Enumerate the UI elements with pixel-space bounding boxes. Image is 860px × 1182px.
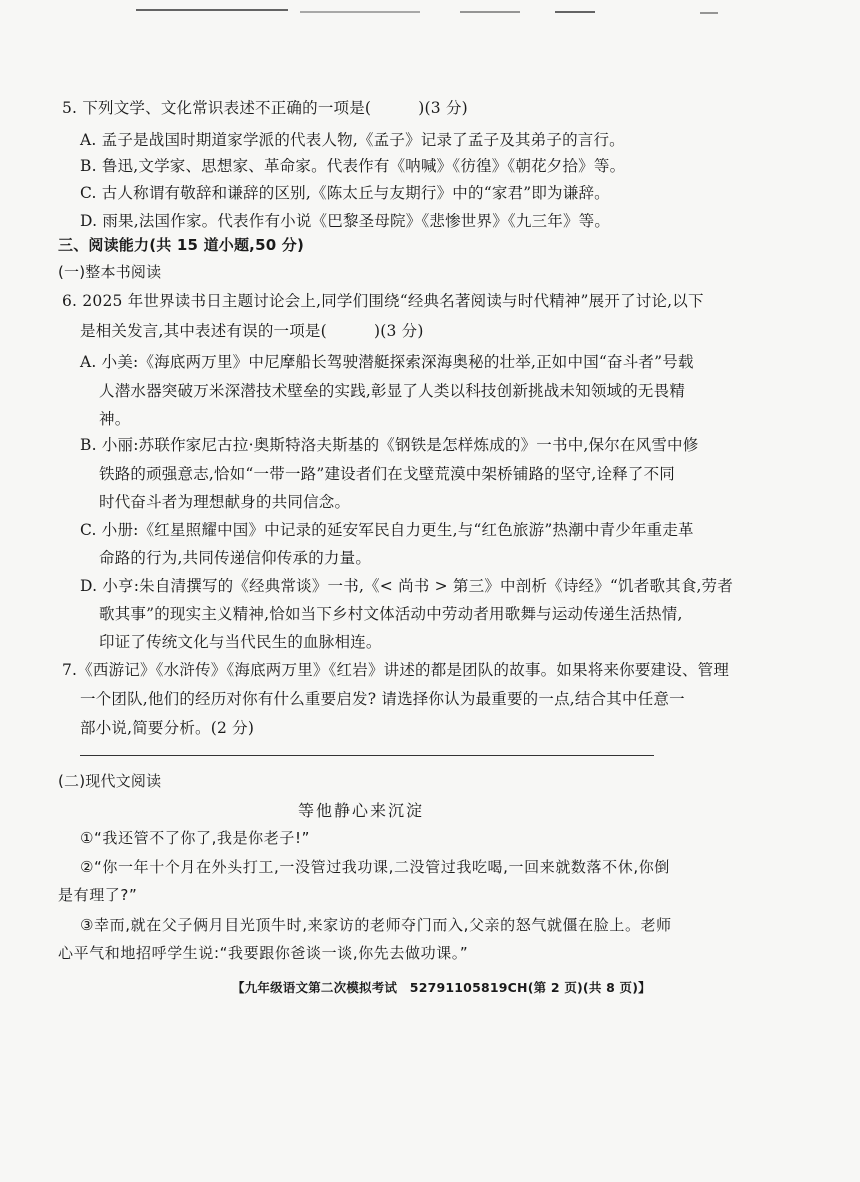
q6-option-c-line: 命路的行为,共同传递信仰传承的力量。 (99, 549, 372, 567)
q6-option-b-line: 时代奋斗者为理想献身的共同信念。 (99, 493, 351, 511)
q5-option-c: C. 古人称谓有敬辞和谦辞的区别,《陈太丘与友期行》中的“家君”即为谦辞。 (80, 184, 610, 202)
article-title: 等他静心来沉淀 (298, 801, 425, 820)
article-paragraph: 是有理了?” (58, 886, 138, 904)
q6-option-d-line: 歌其事”的现实主义精神,恰如当下乡村文体活动中劳动者用歌舞与运动传递生活热情, (99, 605, 683, 623)
q6-stem-line: 是相关发言,其中表述有误的一项是( )(3 分) (80, 322, 424, 340)
scan-top-line (300, 11, 420, 13)
answer-line[interactable] (80, 755, 654, 756)
q6-option-a-line: 人潜水器突破万米深潜技术壁垒的实践,彰显了人类以科技创新挑战未知领域的无畏精 (99, 382, 686, 400)
q6-option-b-line: B. 小丽:苏联作家尼古拉·奥斯特洛夫斯基的《钢铁是怎样炼成的》一书中,保尔在风雪中修 (80, 436, 699, 454)
q6-option-b-line: 铁路的顽强意志,恰如“一带一路”建设者们在戈壁荒漠中架桥铺路的坚守,诠释了不同 (99, 465, 676, 483)
scan-top-line (460, 11, 520, 13)
q6-option-c-line: C. 小册:《红星照耀中国》中记录的延安军民自力更生,与“红色旅游”热潮中青少年重走革 (80, 521, 694, 539)
page-footer: 【九年级语文第二次模拟考试 52791105819CH(第 2 页)(共 8 页)】 (232, 980, 651, 995)
q7-line: 部小说,简要分析。(2 分) (80, 719, 255, 737)
section-heading: 三、阅读能力(共 15 道小题,50 分) (58, 236, 305, 254)
article-paragraph: 心平气和地招呼学生说:“我要跟你爸谈一谈,你先去做功课。” (58, 944, 469, 962)
q5-stem: 5. 下列文学、文化常识表述不正确的一项是( )(3 分) (62, 99, 468, 117)
q6-option-a-line: A. 小美:《海底两万里》中尼摩船长驾驶潜艇探索深海奥秘的壮举,正如中国“奋斗者”号载 (80, 353, 694, 371)
article-paragraph: ②“你一年十个月在外头打工,一没管过我功课,二没管过我吃喝,一回来就数落不休,你倒 (80, 858, 670, 876)
q5-option-a: A. 孟子是战国时期道家学派的代表人物,《孟子》记录了孟子及其弟子的言行。 (80, 131, 625, 149)
article-paragraph: ①“我还管不了你了,我是你老子!” (80, 829, 310, 847)
subsection-heading: (一)整本书阅读 (58, 263, 162, 281)
q7-line: 一个团队,他们的经历对你有什么重要启发? 请选择你认为最重要的一点,结合其中任意一 (80, 690, 685, 708)
scan-top-line (136, 9, 288, 11)
article-paragraph: ③幸而,就在父子俩月目光顶牛时,来家访的老师夺门而入,父亲的怒气就僵在脸上。老师 (80, 916, 672, 934)
subsection-heading: (二)现代文阅读 (58, 772, 162, 790)
q6-option-a-line: 神。 (99, 410, 131, 428)
scan-top-line (555, 11, 595, 13)
q6-option-d-line: 印证了传统文化与当代民生的血脉相连。 (99, 633, 382, 651)
q6-stem-line: 6. 2025 年世界读书日主题讨论会上,同学们围绕“经典名著阅读与时代精神”展开了讨论,以下 (62, 292, 704, 310)
q5-option-b: B. 鲁迅,文学家、思想家、革命家。代表作有《呐喊》《彷徨》《朝花夕拾》等。 (80, 157, 626, 175)
q6-option-d-line: D. 小亨:朱自清撰写的《经典常谈》一书,《< 尚书 > 第三》中剖析《诗经》“饥者歌其食,劳者 (80, 577, 734, 595)
q7-line: 7.《西游记》《水浒传》《海底两万里》《红岩》讲述的都是团队的故事。如果将来你要建设、管理 (62, 661, 730, 679)
scan-top-line (700, 12, 718, 14)
q5-option-d: D. 雨果,法国作家。代表作有小说《巴黎圣母院》《悲惨世界》《九三年》等。 (80, 212, 611, 230)
